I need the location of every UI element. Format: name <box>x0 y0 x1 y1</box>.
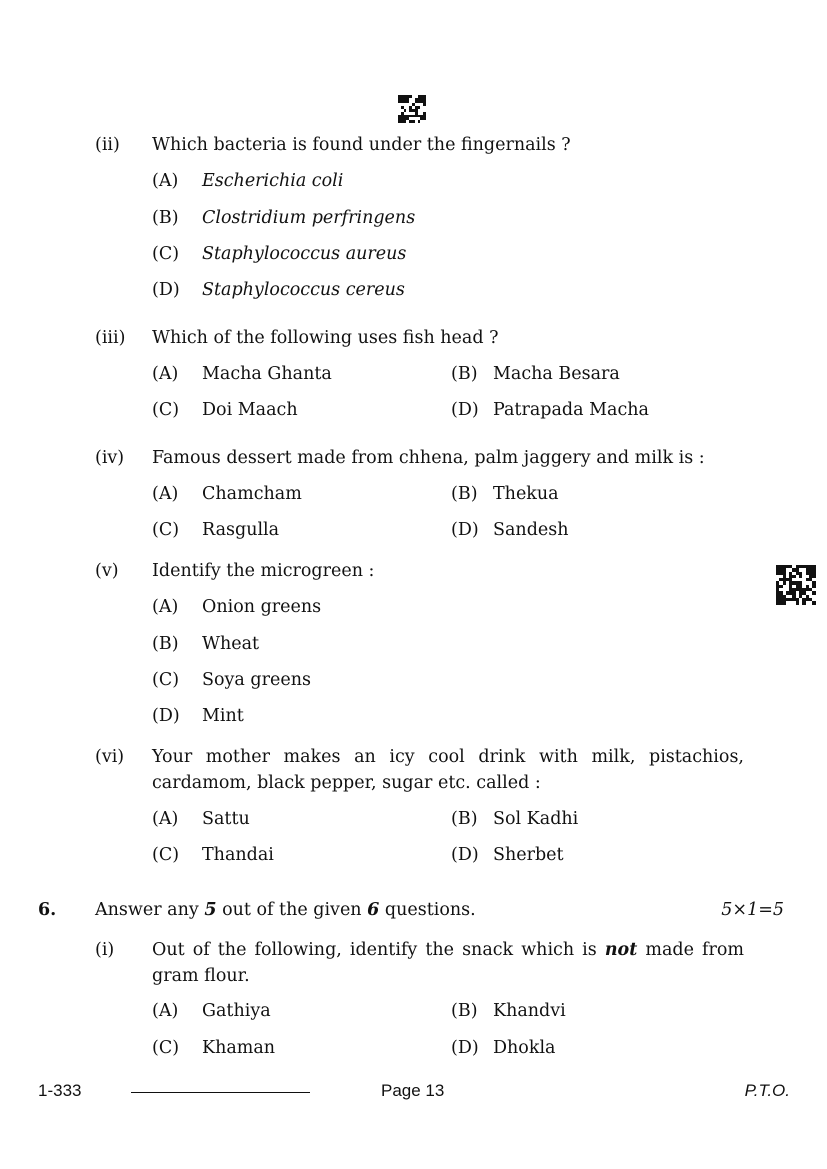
option-label: (A) <box>152 484 179 504</box>
option-text: Macha Besara <box>493 364 620 384</box>
qr-code-icon <box>776 565 816 605</box>
question-text-line1: Your mother makes an icy cool drink with milk, pistachios, <box>152 747 744 767</box>
option-text: Escherichia coli <box>202 171 344 191</box>
option-text: Dhokla <box>493 1038 556 1058</box>
paper-code: 1-333 <box>38 1081 82 1100</box>
option-label: (C) <box>152 520 180 540</box>
option-text: Onion greens <box>202 597 322 617</box>
option-text: Mint <box>202 706 244 726</box>
option-label: (A) <box>152 1001 179 1021</box>
option-label: (C) <box>152 400 180 420</box>
instruction-total: 6 <box>367 900 380 920</box>
qr-module <box>423 120 426 123</box>
option-text: Staphylococcus aureus <box>202 244 407 264</box>
option-label: (D) <box>451 520 479 540</box>
option-label: (B) <box>451 484 478 504</box>
option-text: Thekua <box>493 484 559 504</box>
page-number: Page 13 <box>381 1081 445 1100</box>
qr-code-icon <box>398 95 426 123</box>
option-text: Chamcham <box>202 484 302 504</box>
marks-allocation: 5×1=5 <box>721 900 784 920</box>
option-text: Khaman <box>202 1038 276 1058</box>
question-number: (iii) <box>95 328 126 348</box>
question-text-emphasis: not <box>604 940 638 960</box>
option-text: Rasgulla <box>202 520 280 540</box>
option-text: Sattu <box>202 809 250 829</box>
option-label: (B) <box>451 1001 478 1021</box>
option-text: Khandvi <box>493 1001 566 1021</box>
option-label: (C) <box>152 670 180 690</box>
option-label: (B) <box>152 208 179 228</box>
option-label: (C) <box>152 244 180 264</box>
option-label: (A) <box>152 364 179 384</box>
option-label: (D) <box>451 1038 479 1058</box>
pto-label: P.T.O. <box>744 1081 790 1100</box>
option-label: (C) <box>152 845 180 865</box>
option-label: (D) <box>451 400 479 420</box>
question-text: Famous dessert made from chhena, palm jaggery and milk is : <box>152 448 705 468</box>
question-number: (vi) <box>95 747 125 767</box>
question-6-instruction <box>95 902 476 920</box>
question-text-post: made from <box>645 940 744 960</box>
option-label: (A) <box>152 171 179 191</box>
qr-module <box>812 601 815 604</box>
option-text: Soya greens <box>202 670 311 690</box>
option-text: Patrapada Macha <box>493 400 649 420</box>
question-6-number: 6. <box>38 900 57 920</box>
option-label: (D) <box>152 706 180 726</box>
question-text: Which bacteria is found under the fingernails ? <box>152 135 571 155</box>
instruction-pre: Answer any <box>95 900 205 920</box>
question-text-line2: cardamom, black pepper, sugar etc. called : <box>152 773 541 793</box>
question-text: Which of the following uses fish head ? <box>152 328 499 348</box>
option-label: (B) <box>451 809 478 829</box>
instruction-post: questions. <box>379 900 476 920</box>
question-text-line2: gram flour. <box>152 966 250 986</box>
option-label: (D) <box>152 280 180 300</box>
option-text: Sandesh <box>493 520 569 540</box>
option-text: Thandai <box>202 845 274 865</box>
option-label: (B) <box>451 364 478 384</box>
option-text: Gathiya <box>202 1001 271 1021</box>
footer-divider <box>131 1092 310 1093</box>
option-label: (A) <box>152 809 179 829</box>
option-text: Doi Maach <box>202 400 298 420</box>
option-label: (C) <box>152 1038 180 1058</box>
question-text: Identify the microgreen : <box>152 561 375 581</box>
question-text-pre: Out of the following, identify the snack which is <box>152 940 597 960</box>
option-text: Wheat <box>202 634 260 654</box>
option-text: Macha Ghanta <box>202 364 332 384</box>
instruction-count: 5 <box>204 900 217 920</box>
option-text: Clostridium perfringens <box>202 208 416 228</box>
question-number: (iv) <box>95 448 125 468</box>
option-label: (A) <box>152 597 179 617</box>
option-text: Sol Kadhi <box>493 809 579 829</box>
option-text: Sherbet <box>493 845 564 865</box>
question-number: (i) <box>95 940 115 960</box>
question-number: (v) <box>95 561 119 581</box>
question-text-line1 <box>152 942 744 960</box>
question-number: (ii) <box>95 135 120 155</box>
option-label: (D) <box>451 845 479 865</box>
option-label: (B) <box>152 634 179 654</box>
option-text: Staphylococcus cereus <box>202 280 405 300</box>
instruction-mid: out of the given <box>216 900 368 920</box>
